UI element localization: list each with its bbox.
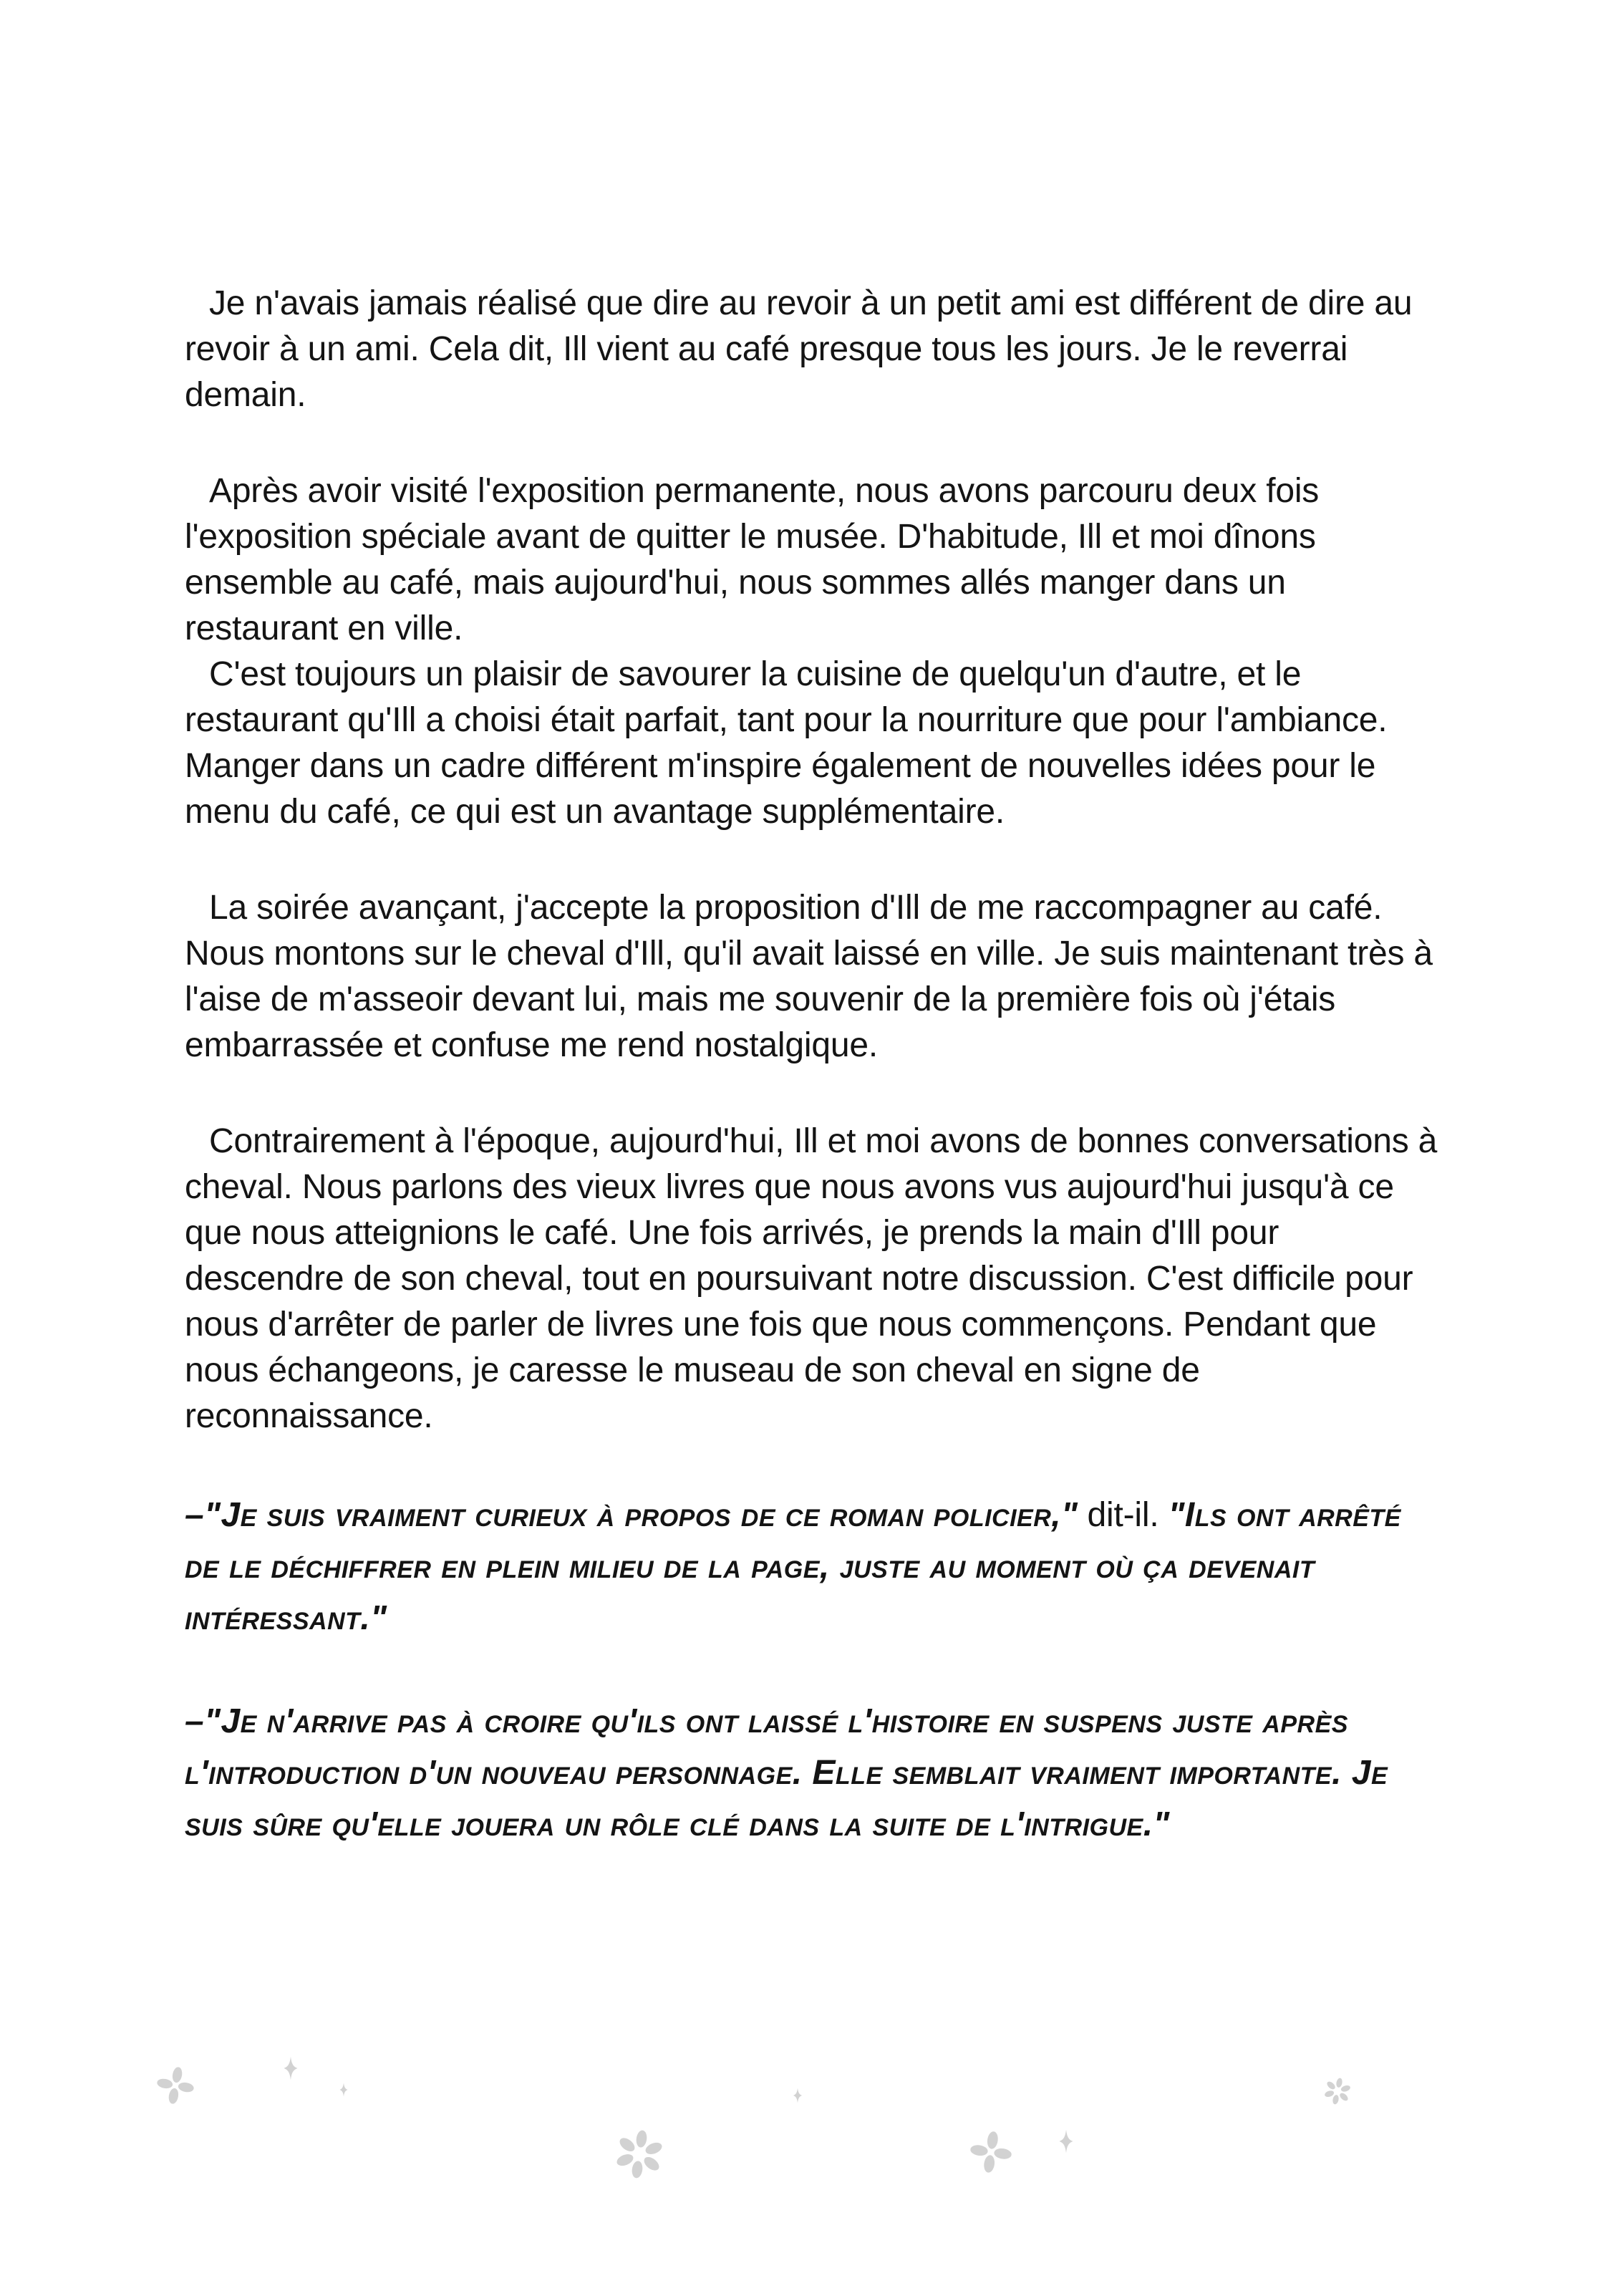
paragraph-4: La soirée avançant, j'accepte la proposition d'Ill de me raccompagner au café. Nous montons sur le cheval d'Ill, qu'il avait laissé en ville. Je suis maintenant très à l'aise de m'asseoir devant lui, mais me souvenir de la première fois où j'étais embarrassée et confuse me rend nostalgique. (185, 889, 1433, 1064)
paragraph-3: C'est toujours un plaisir de savourer la cuisine de quelqu'un d'autre, et le restaurant qu'Ill a choisi était parfait, tant pour la nourriture que pour l'ambiance. Manger dans un cadre différent m'inspire également de nouvelles idées pour le menu du café, ce qui est un avantage supplémentaire. (185, 655, 1388, 831)
four-point-star-sparkle-icon (283, 2056, 299, 2080)
four-point-star-sparkle-icon (1058, 2129, 1074, 2153)
four-point-star-sparkle-icon (793, 2088, 803, 2103)
text-block (185, 281, 1442, 1902)
dialog2-quote: –"Je n'arrive pas à croire qu'ils ont laissé l'histoire en suspens juste après l'introduction d'un nouveau personnage. Elle semblait vraiment importante. Je suis sûre qu'elle jouera un rôle clé dans la suite de l'intrigue." (185, 1702, 1388, 1843)
six-petal-asterisk-sparkle-icon (610, 2125, 668, 2183)
dialog1-narration: dit-il. (1078, 1496, 1169, 1534)
four-petal-cross-sparkle-icon (967, 2128, 1015, 2176)
dialog-paragraph-2 (185, 1696, 1442, 1851)
paragraph-5: Contrairement à l'époque, aujourd'hui, Ill et moi avons de bonnes conversations à cheval. Nous parlons des vieux livres que nous avons vus aujourd'hui jusqu'à ce que nous atteignions le café. Une fois arrivés, je prends la main d'Ill pour descendre de son cheval, tout en poursuivant notre discussion. C'est difficile pour nous d'arrêter de parler de livres une fois que nous commençons. Pendant que nous échangeons, je caresse le museau de son cheval en signe de reconnaissance. (185, 1122, 1438, 1435)
dialog-paragraph-1 (185, 1490, 1442, 1644)
dialog1-quote-open: –"Je suis vraiment curieux à propos de ce roman policier," (185, 1496, 1078, 1534)
six-petal-asterisk-sparkle-icon (1320, 2074, 1354, 2108)
paragraph-1: Je n'avais jamais réalisé que dire au revoir à un petit ami est différent de dire au revoir à un ami. Cela dit, Ill vient au café presque tous les jours. Je le reverrai demain. (185, 284, 1413, 414)
four-petal-cross-sparkle-icon (154, 2064, 197, 2107)
paragraph-2: Après avoir visité l'exposition permanente, nous avons parcouru deux fois l'exposition spéciale avant de quitter le musée. D'habitude, Ill et moi dînons ensemble au café, mais aujourd'hui, nous sommes allés manger dans un restaurant en ville. (185, 472, 1320, 647)
dialog1-quote-close: "Ils ont arrêté de le déchiffrer en plein milieu de la page, juste au moment où ça devenait intéressant." (185, 1496, 1401, 1637)
four-point-star-sparkle-icon (339, 2083, 349, 2097)
